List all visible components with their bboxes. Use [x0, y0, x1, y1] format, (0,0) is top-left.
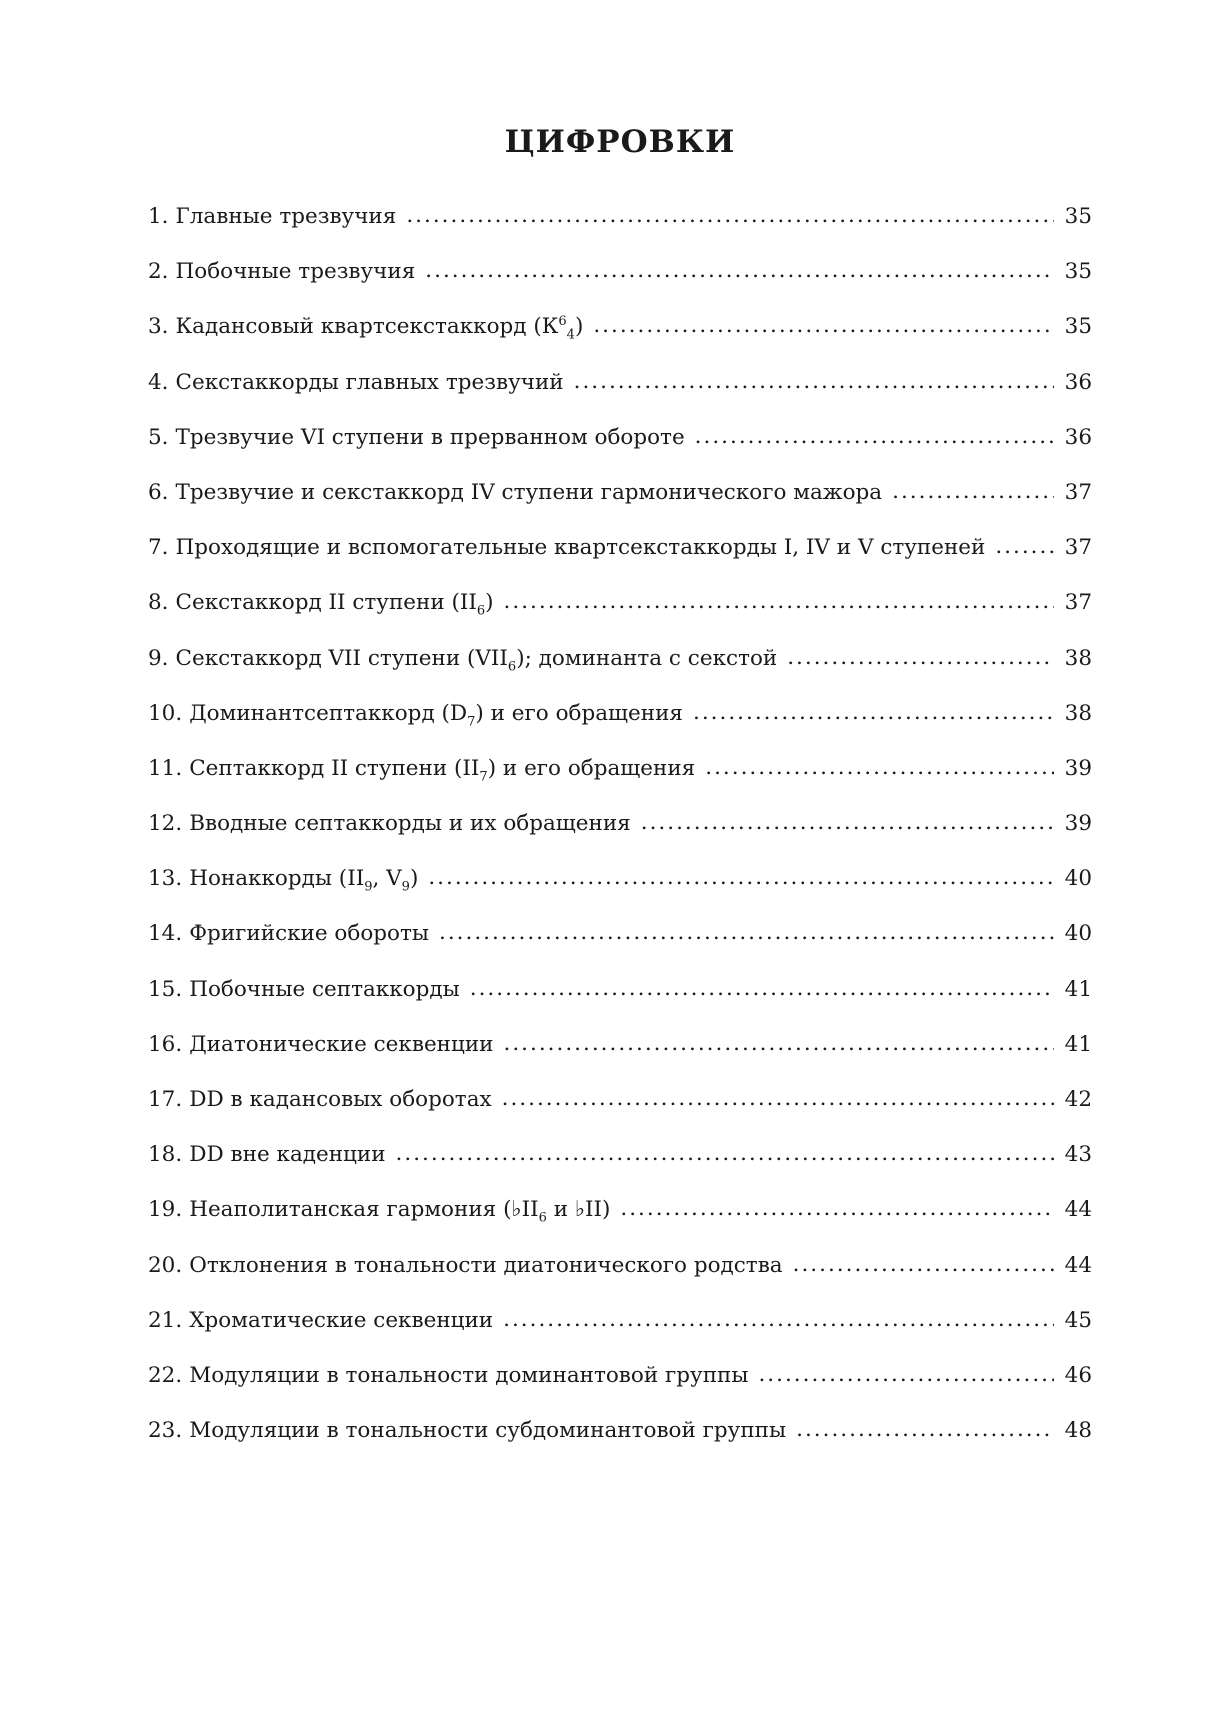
toc-entry-text-tail: , V — [372, 866, 402, 892]
dot-leader — [693, 698, 1054, 728]
dot-leader — [503, 1029, 1054, 1059]
toc-list — [148, 202, 1092, 1471]
toc-entry-title — [189, 864, 418, 894]
toc-entry-text: DD в кадансовых оборотах — [189, 1087, 492, 1112]
toc-entry[interactable] — [148, 1195, 1092, 1250]
toc-entry-title — [176, 202, 397, 232]
toc-entry-text: Септаккорд II ступени (II — [189, 755, 480, 781]
toc-entry-title — [176, 312, 584, 342]
dot-leader — [892, 477, 1054, 507]
toc-entry-page-number: 35 — [1064, 204, 1092, 229]
toc-entry-text: Побочные трезвучия — [175, 259, 416, 285]
dot-leader — [593, 311, 1054, 341]
toc-entry-page-number: 40 — [1064, 866, 1092, 892]
subscript: 6 — [476, 603, 486, 619]
toc-entry[interactable] — [148, 644, 1092, 699]
toc-entry-title — [176, 368, 564, 398]
toc-entry-page-number: 46 — [1064, 1362, 1092, 1388]
toc-entry-text: Отклонения в тональности диатонического родства — [189, 1252, 783, 1278]
toc-entry-number: 11. — [148, 755, 183, 781]
toc-entry[interactable] — [148, 1306, 1092, 1361]
toc-entry-title — [189, 919, 429, 949]
toc-entry-title — [189, 1251, 782, 1281]
dot-leader — [504, 587, 1054, 617]
toc-entry-text: Трезвучие VI ступени в прерванном обороте — [175, 424, 685, 450]
toc-entry-title — [189, 1140, 385, 1170]
toc-entry[interactable] — [148, 423, 1092, 478]
toc-entry-text: Кадансовый квартсекстаккорд (К — [175, 314, 559, 340]
toc-page — [148, 120, 1092, 1471]
toc-entry-text: Неаполитанская гармония (♭II — [189, 1197, 539, 1223]
toc-entry-page-number: 38 — [1064, 645, 1092, 671]
toc-entry[interactable] — [148, 1140, 1092, 1195]
toc-entry-title — [176, 644, 778, 674]
toc-entry-text-tail: и ♭II) — [546, 1197, 611, 1223]
toc-entry[interactable] — [148, 975, 1092, 1030]
subscript: 7 — [467, 713, 476, 729]
dot-leader — [787, 643, 1054, 673]
superscript: 6 — [558, 314, 567, 330]
toc-entry-page-number: 36 — [1064, 424, 1092, 450]
toc-entry[interactable] — [148, 699, 1092, 754]
dot-leader — [428, 863, 1054, 893]
toc-entry-text: Модуляции в тональности субдоминантовой группы — [189, 1418, 787, 1444]
subscript: 6 — [507, 658, 517, 674]
toc-entry-text: Секстаккорд II ступени (II — [175, 590, 477, 616]
toc-entry[interactable] — [148, 312, 1092, 367]
toc-entry-number: 1. — [148, 204, 169, 229]
toc-entry[interactable] — [148, 478, 1092, 533]
dot-leader — [574, 367, 1054, 397]
toc-entry-page-number: 45 — [1064, 1307, 1092, 1333]
toc-entry-page-number: 35 — [1064, 314, 1092, 340]
toc-entry-page-number: 37 — [1064, 535, 1092, 561]
toc-entry-page-number: 43 — [1064, 1142, 1092, 1168]
toc-entry-text: Модуляции в тональности доминантовой группы — [189, 1362, 749, 1388]
toc-entry-text: Нонаккорды (II — [189, 866, 365, 892]
toc-entry-page-number: 37 — [1064, 590, 1092, 616]
toc-entry-title — [189, 699, 683, 729]
toc-entry-number: 23. — [148, 1418, 183, 1444]
toc-entry-number: 6. — [148, 479, 169, 505]
dot-leader — [620, 1194, 1054, 1224]
page-title: ЦИФРОВКИ — [504, 124, 736, 160]
toc-entry-title — [176, 533, 986, 563]
toc-entry-title — [189, 1085, 491, 1115]
toc-entry-text-tail: ); доминанта с секстой — [516, 645, 778, 671]
toc-entry[interactable] — [148, 1030, 1092, 1085]
toc-entry-title — [189, 809, 631, 839]
toc-entry-number: 9. — [148, 645, 169, 671]
toc-entry-page-number: 38 — [1064, 700, 1092, 726]
toc-entry-page-number: 48 — [1064, 1418, 1092, 1444]
toc-entry-text: Проходящие и вспомогательные квартсекстаккорды I, IV и V ступеней — [175, 535, 986, 561]
toc-entry-text: Побочные септаккорды — [189, 976, 460, 1002]
toc-entry-title — [189, 1306, 493, 1336]
dot-leader — [406, 201, 1054, 231]
toc-entry-page-number: 41 — [1064, 1031, 1092, 1057]
toc-entry-number: 2. — [148, 259, 169, 285]
dot-leader — [705, 753, 1054, 783]
toc-entry-number: 16. — [148, 1031, 183, 1057]
toc-entry-number: 22. — [148, 1362, 183, 1388]
toc-entry-number: 19. — [148, 1197, 183, 1223]
dot-leader — [995, 532, 1054, 562]
toc-entry-number: 5. — [148, 424, 169, 450]
dot-leader — [641, 808, 1054, 838]
toc-entry[interactable] — [148, 754, 1092, 809]
toc-entry[interactable] — [148, 919, 1092, 974]
toc-entry[interactable] — [148, 1361, 1092, 1416]
toc-entry-text: Секстаккорд VII ступени (VII — [175, 645, 508, 671]
dot-leader — [758, 1360, 1054, 1390]
toc-entry-text: Секстаккорды главных трезвучий — [175, 369, 564, 395]
toc-entry-title — [176, 478, 883, 508]
toc-entry-number: 15. — [148, 976, 183, 1002]
toc-entry-title — [189, 1030, 493, 1060]
toc-entry-text: Диатонические секвенции — [189, 1031, 494, 1057]
subscript: 9 — [364, 879, 373, 895]
toc-entry[interactable] — [148, 809, 1092, 864]
toc-entry-number: 18. — [148, 1142, 183, 1168]
toc-entry-page-number: 42 — [1064, 1087, 1092, 1112]
toc-entry-text-tail: ) — [485, 590, 494, 616]
toc-entry-page-number: 44 — [1064, 1197, 1092, 1223]
toc-entry-page-number: 35 — [1064, 259, 1092, 285]
toc-entry-number: 13. — [148, 866, 183, 892]
toc-entry-title — [189, 1361, 748, 1391]
toc-entry-title — [189, 1195, 610, 1225]
toc-entry[interactable] — [148, 1251, 1092, 1306]
toc-entry-page-number: 39 — [1064, 811, 1092, 837]
toc-entry[interactable] — [148, 533, 1092, 588]
toc-entry-text: Хроматические секвенции — [189, 1307, 494, 1333]
toc-entry-number: 21. — [148, 1307, 183, 1333]
toc-entry-text: Главные трезвучия — [175, 204, 397, 229]
toc-entry-title — [189, 754, 695, 784]
toc-entry-text-tail: ) — [574, 314, 584, 340]
toc-entry-text-tail: ) — [409, 866, 419, 892]
toc-entry-number: 20. — [148, 1252, 183, 1278]
subscript: 9 — [401, 879, 410, 895]
toc-entry-page-number: 39 — [1064, 755, 1092, 781]
toc-entry-title — [176, 588, 494, 618]
toc-entry[interactable] — [148, 1416, 1092, 1471]
dot-leader — [503, 1305, 1054, 1335]
toc-entry-title — [176, 423, 685, 453]
toc-entry[interactable] — [148, 588, 1092, 643]
dot-leader — [396, 1139, 1054, 1169]
dot-leader — [425, 256, 1054, 286]
toc-entry[interactable] — [148, 257, 1092, 312]
dot-leader — [796, 1415, 1054, 1445]
toc-entry-page-number: 40 — [1064, 921, 1092, 947]
toc-entry-text: Доминантсептаккорд (D — [189, 700, 468, 726]
subscript: 6 — [538, 1210, 547, 1226]
subscript: 7 — [479, 769, 488, 785]
toc-entry-page-number: 36 — [1064, 369, 1092, 395]
toc-entry-number: 12. — [148, 811, 183, 837]
toc-entry[interactable] — [148, 202, 1092, 257]
dot-leader — [502, 1084, 1054, 1114]
toc-entry-number: 10. — [148, 700, 183, 726]
toc-entry-number: 3. — [148, 314, 169, 340]
toc-entry-text: DD вне каденции — [189, 1142, 386, 1168]
toc-entry-number: 7. — [148, 535, 169, 561]
toc-entry-text: Трезвучие и секстаккорд IV ступени гармонического мажора — [175, 479, 883, 505]
toc-entry-text-tail: ) и его обращения — [475, 700, 683, 726]
toc-entry-page-number: 37 — [1064, 479, 1092, 505]
toc-entry[interactable] — [148, 1085, 1092, 1140]
dot-leader — [695, 422, 1054, 452]
toc-entry-title — [189, 1416, 786, 1446]
dot-leader — [793, 1250, 1054, 1280]
toc-entry-title — [189, 975, 460, 1005]
toc-entry-title — [176, 257, 416, 287]
toc-entry-number: 8. — [148, 590, 169, 616]
subscript: 4 — [566, 327, 575, 343]
toc-entry-page-number: 41 — [1064, 976, 1092, 1002]
toc-entry-page-number: 44 — [1064, 1252, 1092, 1278]
toc-entry[interactable] — [148, 368, 1092, 423]
toc-entry-number: 14. — [148, 921, 183, 947]
toc-entry[interactable] — [148, 864, 1092, 919]
toc-entry-text: Фригийские обороты — [189, 921, 429, 947]
toc-entry-number: 17. — [148, 1087, 183, 1112]
dot-leader — [470, 974, 1054, 1004]
dot-leader — [439, 918, 1054, 948]
toc-entry-text-tail: ) и его обращения — [487, 755, 696, 781]
toc-entry-text: Вводные септаккорды и их обращения — [189, 811, 631, 837]
toc-entry-number: 4. — [148, 369, 169, 395]
